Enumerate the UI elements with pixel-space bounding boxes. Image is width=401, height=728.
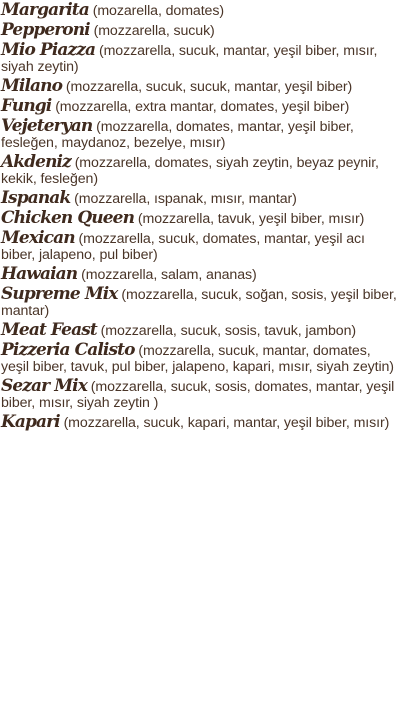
item-name: Meat Feast (1, 320, 97, 340)
item-ingredients: (mozzarella, domates, siyah zeytin, beyaz peynir, kekik, fesleğen) (1, 155, 379, 187)
item-name: Margarita (1, 0, 89, 20)
menu-item-margarita (1, 2, 397, 19)
item-name: Milano (1, 76, 63, 96)
item-name: Kapari (1, 412, 60, 432)
item-name: Ispanak (1, 188, 71, 208)
menu-item-mexican (1, 230, 397, 263)
menu-item-kapari (1, 414, 397, 431)
menu-item-ispanak (1, 190, 397, 207)
menu-item-milano (1, 78, 397, 95)
item-ingredients: (mozzarella, sucuk, sosis, domates, mantar, yeşil biber, mısır, siyah zeytin ) (1, 379, 395, 411)
menu-item-akdeniz (1, 154, 397, 187)
item-name: Hawaian (1, 264, 78, 284)
menu-item-mio-piazza (1, 42, 397, 75)
item-ingredients: (mozzarella, ıspanak, mısır, mantar) (74, 191, 297, 207)
item-name: Sezar Mix (1, 376, 87, 396)
item-name: Vejeteryan (1, 116, 93, 136)
item-ingredients: (mozzarella, sucuk, mantar, domates, yeşil biber, tavuk, pul biber, jalapeno, kapari, mısır, siyah zeytin) (1, 343, 394, 375)
item-ingredients: (mozzarella, sucuk, sosis, tavuk, jambon) (100, 323, 356, 339)
menu-item-supreme-mix (1, 286, 397, 319)
item-name: Pepperoni (1, 20, 90, 40)
menu-item-chicken-queen (1, 210, 397, 227)
item-name: Pizzeria Calisto (1, 340, 135, 360)
item-name: Chicken Queen (1, 208, 135, 228)
item-name: Fungi (1, 96, 52, 116)
item-name: Mexican (1, 228, 75, 248)
item-name: Mio Piazza (1, 40, 96, 60)
menu-item-pizzeria-calisto (1, 342, 397, 375)
item-ingredients: (mozzarella, extra mantar, domates, yeşil biber) (55, 99, 350, 115)
item-ingredients: (mozzarella, sucuk, soğan, sosis, yeşil biber, mantar) (1, 287, 397, 319)
item-name: Supreme Mix (1, 284, 118, 304)
menu-item-hawaian (1, 266, 397, 283)
item-ingredients: (mozzarella, sucuk, sucuk, mantar, yeşil biber) (65, 79, 353, 95)
item-ingredients: (mozzarella, sucuk) (93, 23, 215, 39)
item-ingredients: (mozzarella, salam, ananas) (81, 267, 257, 283)
item-ingredients: (mozarella, domates) (92, 3, 224, 19)
menu-item-sezar-mix (1, 378, 397, 411)
menu-item-fungi (1, 98, 397, 115)
item-ingredients: (mozzarella, sucuk, domates, mantar, yeşil acı biber, jalapeno, pul biber) (1, 231, 365, 263)
item-ingredients: (mozzarella, tavuk, yeşil biber, mısır) (137, 211, 365, 227)
menu-item-pepperoni (1, 22, 397, 39)
menu-item-meat-feast (1, 322, 397, 339)
pizza-menu (1, 2, 397, 434)
item-name: Akdeniz (1, 152, 71, 172)
item-ingredients: (mozzarella, domates, mantar, yeşil biber, fesleğen, maydanoz, bezelye, mısır) (1, 119, 354, 151)
item-ingredients: (mozzarella, sucuk, mantar, yeşil biber, mısır, siyah zeytin) (1, 43, 378, 75)
menu-item-vejeteryan (1, 118, 397, 151)
item-ingredients: (mozzarella, sucuk, kapari, mantar, yeşil biber, mısır) (63, 415, 390, 431)
